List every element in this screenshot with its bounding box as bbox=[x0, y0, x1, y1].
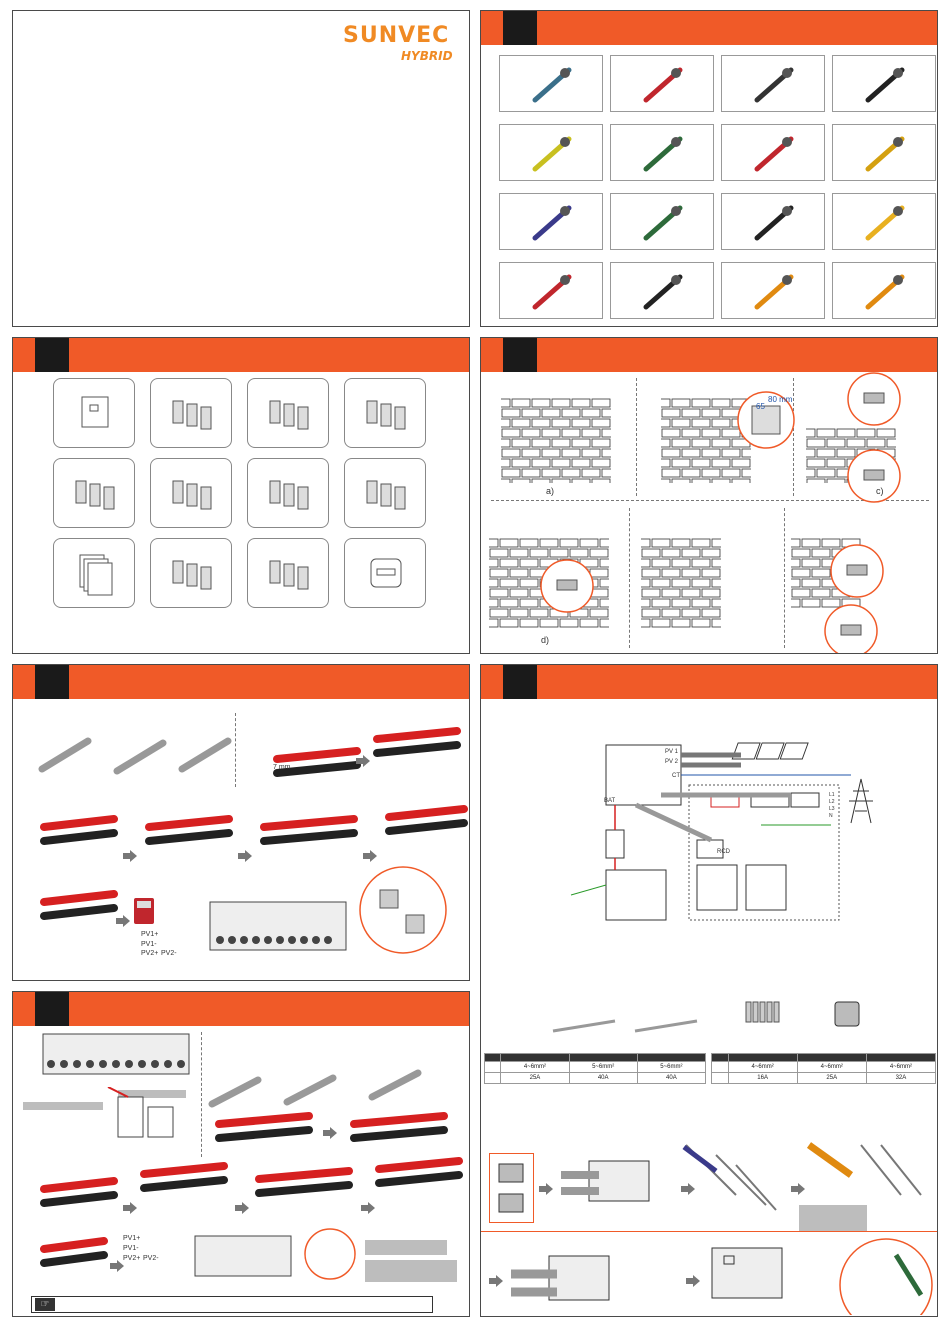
pv-label-2: PV1- bbox=[141, 941, 157, 948]
diag-bat-label: BAT bbox=[604, 798, 616, 804]
accessory-cell bbox=[344, 458, 426, 528]
ac-connector-icon bbox=[264, 391, 314, 437]
cable-step-5 bbox=[38, 1237, 108, 1273]
section-header bbox=[13, 665, 469, 699]
cable-step-1 bbox=[38, 815, 118, 851]
tool-cell bbox=[610, 55, 714, 112]
step-a-label: a) bbox=[546, 486, 555, 496]
accessory-cell bbox=[53, 458, 135, 528]
bat-connector-icon bbox=[368, 1067, 428, 1107]
accessory-cell bbox=[247, 458, 329, 528]
arrow-right-icon bbox=[123, 850, 137, 862]
section-header bbox=[13, 338, 469, 372]
spec-cell: 4~6mm² bbox=[501, 1062, 569, 1073]
dim-label-1: 65 bbox=[756, 402, 765, 411]
tool-cell bbox=[832, 193, 936, 250]
rubber-mallet-icon bbox=[749, 200, 799, 244]
spec-cell: 4~6mm² bbox=[728, 1062, 797, 1073]
arrow-right-icon bbox=[323, 1127, 337, 1139]
note-box bbox=[31, 1296, 433, 1313]
accessory-cell bbox=[53, 538, 135, 608]
wall-a bbox=[501, 398, 611, 483]
warning-bar bbox=[365, 1260, 457, 1282]
wire-spec-table-2 bbox=[711, 1053, 936, 1084]
cable-lugs-icon bbox=[361, 471, 411, 517]
multimeter-icon bbox=[133, 897, 155, 925]
section-number-box bbox=[503, 338, 537, 372]
arrow-right-icon bbox=[110, 1260, 124, 1272]
step-c-label: c) bbox=[876, 486, 884, 496]
ac-plug-icon bbox=[833, 1000, 861, 1028]
pv-label-4: PV2- bbox=[161, 950, 177, 957]
cable-step-1 bbox=[38, 1177, 118, 1213]
documents-icon bbox=[70, 551, 120, 597]
electrical-panel bbox=[480, 664, 938, 1317]
inverter-bottom-icon bbox=[193, 1234, 293, 1289]
ac-plug-step-icon bbox=[493, 1160, 529, 1218]
pv-label-4: PV2- bbox=[143, 1255, 159, 1262]
detail-zoom-0 bbox=[846, 371, 902, 427]
section-number-box bbox=[35, 992, 69, 1026]
tool-cell bbox=[499, 124, 603, 181]
detail-zoom-3 bbox=[829, 543, 885, 599]
arrow-right-icon bbox=[235, 1202, 249, 1214]
ct-sensor-icon bbox=[264, 551, 314, 597]
cable-strip-icon-2 bbox=[631, 1015, 701, 1037]
multimeter-icon bbox=[638, 62, 688, 106]
diag-phase-n: N bbox=[829, 813, 833, 819]
arrow-right-icon bbox=[686, 1275, 700, 1287]
wire-crimp-icon bbox=[676, 1135, 786, 1220]
detail-zoom-4 bbox=[823, 603, 879, 654]
system-wiring-diagram bbox=[561, 735, 861, 925]
pv-sleeve-icon bbox=[38, 735, 98, 775]
ac-plug-assembly-icon bbox=[559, 1145, 679, 1215]
spec-cell: 25A bbox=[501, 1073, 569, 1084]
diag-pv2-label: PV 2 bbox=[665, 759, 679, 765]
tool-cell bbox=[832, 124, 936, 181]
ferrules-icon bbox=[743, 998, 783, 1028]
drill-icon bbox=[527, 62, 577, 106]
section-header bbox=[13, 992, 469, 1026]
inverter-icon bbox=[70, 391, 120, 437]
accessory-cell bbox=[247, 538, 329, 608]
hand-pointer-icon: ☞ bbox=[35, 1298, 55, 1311]
tool-cell bbox=[721, 55, 825, 112]
spirit-level-icon bbox=[860, 269, 910, 313]
tool-cell bbox=[499, 193, 603, 250]
tool-cell bbox=[721, 262, 825, 319]
spec-cell: 40A bbox=[569, 1073, 637, 1084]
arrow-right-icon bbox=[361, 1202, 375, 1214]
connector-zoom-circle bbox=[303, 1227, 358, 1282]
crimper-red-icon bbox=[527, 269, 577, 313]
cover-panel bbox=[12, 10, 470, 327]
cable-strip-icon-1 bbox=[549, 1015, 619, 1037]
accessory-cell bbox=[344, 538, 426, 608]
diag-phase-l2: L2 bbox=[829, 799, 835, 805]
stripped-cable bbox=[213, 1112, 313, 1148]
pv-terminal-icon bbox=[167, 471, 217, 517]
mounting-panel bbox=[480, 337, 938, 654]
screwdriver-icon bbox=[749, 62, 799, 106]
diag-rcd-label: RCD bbox=[717, 849, 730, 855]
section-header bbox=[481, 338, 937, 372]
tool-cell bbox=[610, 262, 714, 319]
hex-key-icon bbox=[638, 200, 688, 244]
marker-icon bbox=[638, 269, 688, 313]
pv-label-1: PV1+ bbox=[141, 931, 159, 938]
ac-plug-wired-icon bbox=[509, 1240, 684, 1315]
brand-sub: HYBRID bbox=[401, 49, 453, 63]
bat-divider bbox=[201, 1032, 202, 1157]
detail-zoom-1 bbox=[846, 448, 902, 504]
step-d-label: d) bbox=[541, 635, 550, 645]
tool-cell bbox=[499, 55, 603, 112]
accessory-cell bbox=[344, 378, 426, 448]
accessories-panel bbox=[12, 337, 470, 654]
section-number-box bbox=[35, 665, 69, 699]
dim-label-2: 80 mm bbox=[768, 395, 793, 404]
connector-zoom-circle bbox=[358, 865, 448, 955]
accessory-cell bbox=[150, 538, 232, 608]
cable-step-2 bbox=[143, 815, 233, 851]
cable-step-2 bbox=[138, 1162, 228, 1198]
ratchet-wrench-icon bbox=[860, 62, 910, 106]
wire-spec-table-1 bbox=[484, 1053, 706, 1084]
inverter-bottom-icon bbox=[41, 1032, 191, 1092]
spec-cell: 4~6mm² bbox=[797, 1062, 866, 1073]
pv-connection-panel bbox=[12, 664, 470, 981]
section-header bbox=[481, 665, 937, 699]
arrow-right-icon bbox=[363, 850, 377, 862]
pv-pin-icon bbox=[113, 737, 173, 777]
pv-connector-icon bbox=[178, 735, 238, 775]
pv-label-1: PV1+ bbox=[123, 1235, 141, 1242]
warning-bar bbox=[365, 1240, 447, 1255]
cable-step-4 bbox=[373, 1157, 463, 1193]
spec-cell: 4~6mm² bbox=[866, 1062, 935, 1073]
arrow-right-icon bbox=[238, 850, 252, 862]
diag-pv1-label: PV 1 bbox=[665, 749, 679, 755]
tool-cell bbox=[721, 124, 825, 181]
ferrule-crimper-icon bbox=[749, 269, 799, 313]
section-number-box bbox=[503, 665, 537, 699]
cable-step-4 bbox=[383, 805, 468, 841]
tape-measure-icon bbox=[860, 200, 910, 244]
diag-ct-label: CT bbox=[672, 773, 680, 779]
cable-step-3 bbox=[258, 815, 358, 851]
ac-divider bbox=[481, 1231, 938, 1232]
wall-e bbox=[641, 538, 721, 628]
strip-length-label: 7 mm bbox=[273, 764, 291, 771]
tool-cell bbox=[610, 193, 714, 250]
spec-cell: 32A bbox=[866, 1073, 935, 1084]
accessory-cell bbox=[247, 378, 329, 448]
arrow-right-icon bbox=[116, 915, 130, 927]
tool-cell bbox=[832, 55, 936, 112]
tools-panel bbox=[480, 10, 938, 327]
pv-label-3: PV2+ bbox=[141, 950, 159, 957]
pv-label-3: PV2+ bbox=[123, 1255, 141, 1262]
mounting-bracket-icon bbox=[167, 391, 217, 437]
inverter-bottom-icon bbox=[208, 900, 348, 970]
expansion-bolt-icon bbox=[167, 551, 217, 597]
screw-washer-icon bbox=[264, 471, 314, 517]
arrow-right-icon bbox=[539, 1183, 553, 1195]
bat-sleeve-icon bbox=[208, 1074, 268, 1114]
cable-step-3 bbox=[253, 1167, 353, 1203]
cable-step-5 bbox=[38, 890, 118, 926]
mount-divider bbox=[636, 378, 637, 496]
mount-divider bbox=[784, 508, 785, 648]
tool-cell bbox=[499, 262, 603, 319]
section-number-box bbox=[503, 11, 537, 45]
pv-connector-icon bbox=[361, 391, 411, 437]
detail-zoom-2 bbox=[539, 558, 595, 614]
arrow-right-icon bbox=[123, 1202, 137, 1214]
cable-with-connector bbox=[371, 727, 461, 763]
cable-with-connector bbox=[348, 1112, 448, 1148]
ac-zoom-circle bbox=[836, 1235, 936, 1315]
spec-cell: 16A bbox=[728, 1073, 797, 1084]
cable-cutter-icon bbox=[638, 131, 688, 175]
section-number-box bbox=[35, 338, 69, 372]
spec-cell: 25A bbox=[797, 1073, 866, 1084]
tool-cell bbox=[721, 193, 825, 250]
wire-cut-icon bbox=[801, 1135, 931, 1205]
diag-phase-l3: L3 bbox=[829, 806, 835, 812]
utility-knife-icon bbox=[749, 131, 799, 175]
brand-logo: SUNVEC bbox=[343, 23, 450, 48]
battery-connection-panel bbox=[12, 991, 470, 1317]
spec-cell: 5~6mm² bbox=[637, 1062, 705, 1073]
pv-label-2: PV1- bbox=[123, 1245, 139, 1252]
arrow-right-icon bbox=[489, 1275, 503, 1287]
note-bar bbox=[799, 1205, 867, 1231]
section-header bbox=[481, 11, 937, 45]
mount-divider bbox=[629, 508, 630, 648]
crimping-pliers-icon bbox=[527, 131, 577, 175]
battery-icon bbox=[68, 1087, 178, 1147]
power-tower-icon bbox=[841, 775, 881, 825]
arrow-right-icon bbox=[356, 755, 370, 767]
battery-connector-icon bbox=[70, 471, 120, 517]
crimp-tool-icon bbox=[527, 200, 577, 244]
accessory-cell bbox=[150, 378, 232, 448]
bat-pin-icon bbox=[283, 1072, 343, 1112]
wire-stripper-icon bbox=[860, 131, 910, 175]
tool-cell bbox=[610, 124, 714, 181]
spec-cell: 5~6mm² bbox=[569, 1062, 637, 1073]
accessory-cell bbox=[53, 378, 135, 448]
tool-cell bbox=[832, 262, 936, 319]
spec-cell: 40A bbox=[637, 1073, 705, 1084]
diag-phase-l1: L1 bbox=[829, 792, 835, 798]
wifi-module-icon bbox=[361, 551, 411, 597]
accessory-cell bbox=[150, 458, 232, 528]
inverter-ac-icon bbox=[706, 1240, 801, 1315]
